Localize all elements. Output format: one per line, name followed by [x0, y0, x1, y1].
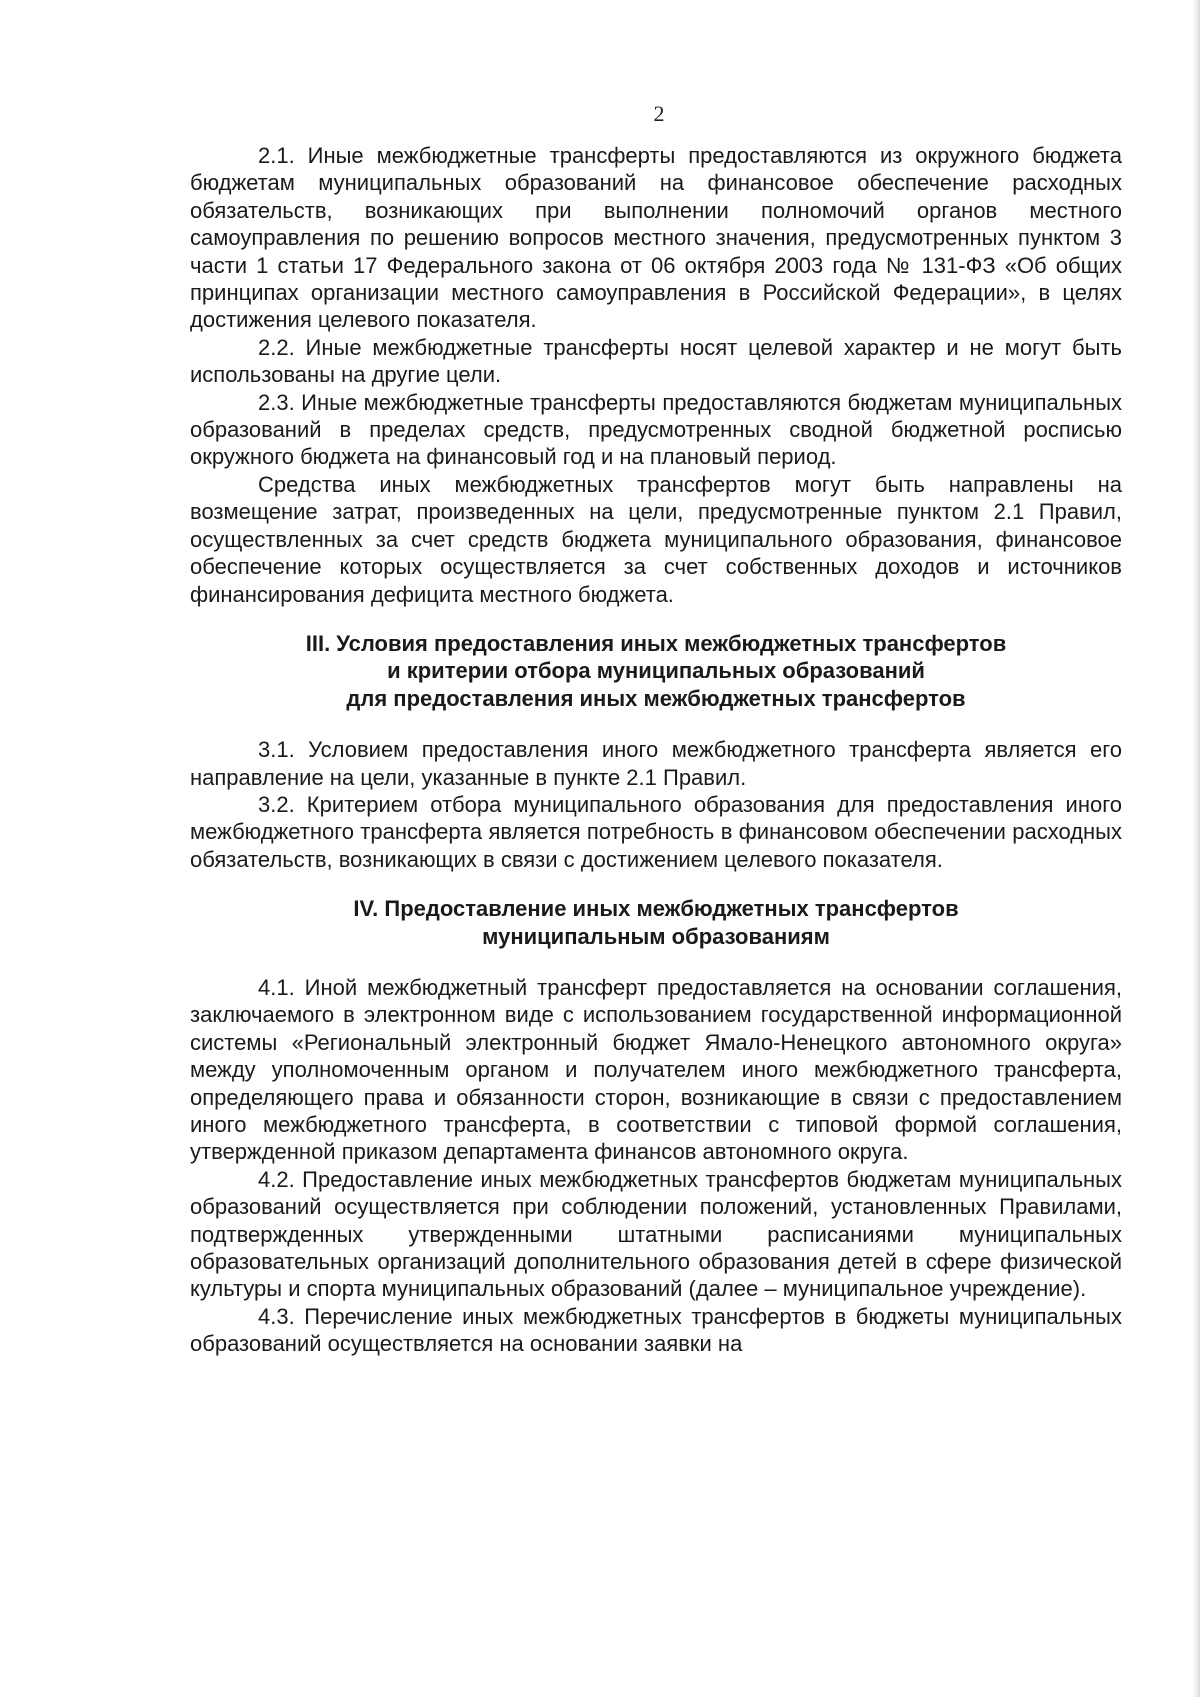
paragraph-2-2: 2.2. Иные межбюджетные трансферты носят целевой характер и не могут быть использованы на другие цели. — [190, 334, 1122, 388]
paragraph-3-2: 3.2. Критерием отбора муниципального образования для предоставления иного межбюджетного трансферта является потребность в финансовом обеспечении расходных обязательств, возникающих в связи с достижением целевого показателя. — [190, 791, 1122, 872]
paragraph-4-3: 4.3. Перечисление иных межбюджетных трансфертов в бюджеты муниципальных образований осуществляется на основании заявки на — [190, 1303, 1122, 1357]
section-4-heading — [190, 895, 1122, 950]
page-number: 2 — [653, 101, 665, 126]
paragraph-4-1: 4.1. Иной межбюджетный трансферт предоставляется на основании соглашения, заключаемого в электронном виде с использованием государственной информационной системы «Региональный электронный бюджет Ямало-Ненецкого автономного округа» между уполномоченным органом и получателем иного межбюджетного трансферта, определяющего права и обязанности сторон, возникающие в связи с предоставлением иного межбюджетного трансферта, в соответствии с типовой формой соглашения, утвержденной приказом департамента финансов автономного округа. — [190, 974, 1122, 1165]
paragraph-2-3-continued: Средства иных межбюджетных трансфертов могут быть направлены на возмещение затрат, произведенных на цели, предусмотренные пунктом 2.1 Правил, осуществленных за счет средств бюджета муниципального образования, финансовое обеспечение которых осуществляется за счет собственных доходов и источников финансирования дефицита местного бюджета. — [190, 471, 1122, 607]
document-body — [190, 142, 1122, 1358]
section-4-heading-line: IV. Предоставление иных межбюджетных трансфертов — [353, 896, 959, 922]
paragraph-4-2: 4.2. Предоставление иных межбюджетных трансфертов бюджетам муниципальных образований осуществляется при соблюдении положений, установленных Правилами, подтвержденных утвержденными штатными расписаниями муниципальных образовательных организаций дополнительного образования детей в сфере физической культуры и спорта муниципальных образований (далее – муниципальное учреждение). — [190, 1166, 1122, 1302]
section-3-heading-line: и критерии отбора муниципальных образований — [387, 658, 925, 684]
section-4-heading-line: муниципальным образованиям — [482, 923, 830, 949]
section-3-heading-line: для предоставления иных межбюджетных трансфертов — [346, 685, 966, 711]
page-edge-shadow — [1192, 0, 1200, 1697]
paragraph-2-1: 2.1. Иные межбюджетные трансферты предоставляются из окружного бюджета бюджетам муниципальных образований на финансовое обеспечение расходных обязательств, возникающих при выполнении полномочий органов местного самоуправления по решению вопросов местного значения, предусмотренных пунктом 3 части 1 статьи 17 Федерального закона от 06 октября 2003 года № 131-ФЗ «Об общих принципах организации местного самоуправления в Российской Федерации», в целях достижения целевого показателя. — [190, 143, 1122, 333]
paragraph-3-1: 3.1. Условием предоставления иного межбюджетного трансферта является его направление на цели, указанные в пункте 2.1 Правил. — [190, 737, 1122, 790]
section-3-heading — [190, 630, 1122, 712]
paragraph-2-3: 2.3. Иные межбюджетные трансферты предоставляются бюджетам муниципальных образований в пределах средств, предусмотренных сводной бюджетной росписью окружного бюджета на финансовый год и на плановый период. — [190, 389, 1122, 470]
section-3-heading-line: III. Условия предоставления иных межбюджетных трансфертов — [305, 630, 1007, 656]
